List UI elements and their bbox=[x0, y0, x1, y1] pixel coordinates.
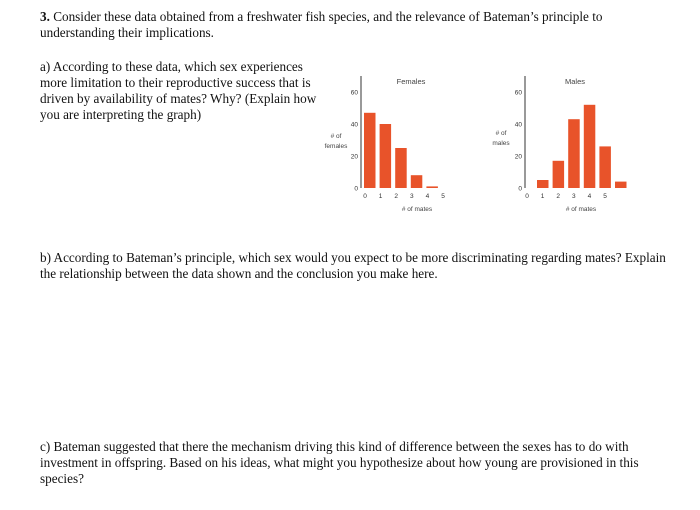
x-tick-label-females: 4 bbox=[425, 193, 430, 200]
bar-males-1-mates bbox=[553, 161, 565, 188]
x-axis-label-females: # of mates bbox=[401, 206, 433, 213]
y-tick-label-females: 40 bbox=[350, 121, 358, 129]
x-tick-label-males: 1 bbox=[540, 193, 545, 200]
y-axis-label-line1-females: # of bbox=[330, 133, 342, 140]
part-b-text: b) According to Bateman’s principle, which sex would you expect to be more discriminating regarding mates? Explain the relationship between the data shown and the conclusion you make here. bbox=[40, 250, 666, 281]
bar-males-3-mates bbox=[584, 105, 596, 188]
y-tick-label-males: 20 bbox=[514, 153, 522, 161]
chart-title-males: Males bbox=[564, 77, 586, 86]
y-tick-label-females: 0 bbox=[354, 185, 358, 193]
bar-males-4-mates bbox=[599, 146, 611, 188]
x-tick-label-females: 3 bbox=[409, 193, 414, 200]
x-tick-label-females: 2 bbox=[394, 193, 399, 200]
x-tick-label-males: 2 bbox=[556, 193, 561, 200]
y-axis-label-line2-females: females bbox=[324, 143, 348, 150]
x-tick-label-females: 5 bbox=[441, 193, 445, 200]
chart-title-females: Females bbox=[396, 77, 426, 86]
y-tick-label-males: 0 bbox=[518, 185, 522, 193]
part-a-text: a) According to these data, which sex experiences more limitation to their reproductive success that is driven by availability of mates? Why? (Explain how you are interpreting the graph) bbox=[40, 59, 317, 122]
y-tick-label-males: 60 bbox=[514, 89, 522, 97]
y-tick-label-females: 20 bbox=[350, 153, 358, 161]
y-tick-label-females: 60 bbox=[350, 89, 358, 97]
y-axis-label-line2-males: males bbox=[492, 140, 510, 147]
part-c-text: c) Bateman suggested that there the mechanism driving this kind of difference between the sexes has to do with investment in offspring. Based on his ideas, what might you hypothesize about how young are provisioned in this species? bbox=[40, 439, 639, 486]
x-tick-label-males: 4 bbox=[587, 193, 592, 200]
question-number: 3. bbox=[40, 9, 50, 24]
y-axis-label-line1-males: # of bbox=[495, 130, 507, 137]
x-axis-label-males: # of mates bbox=[565, 206, 597, 213]
bar-males-2-mates bbox=[568, 119, 580, 188]
bar-males-5-mates bbox=[615, 182, 627, 188]
x-tick-label-females: 1 bbox=[378, 193, 383, 200]
x-tick-label-males: 5 bbox=[603, 193, 607, 200]
x-tick-label-females: 0 bbox=[363, 193, 367, 200]
x-tick-label-males: 3 bbox=[571, 193, 576, 200]
x-tick-label-males: 0 bbox=[525, 193, 529, 200]
bar-males-0-mates bbox=[537, 180, 549, 188]
question-intro-text: Consider these data obtained from a freshwater fish species, and the relevance of Bateman’s principle to understanding their implications. bbox=[40, 9, 603, 40]
y-tick-label-males: 40 bbox=[514, 121, 522, 129]
